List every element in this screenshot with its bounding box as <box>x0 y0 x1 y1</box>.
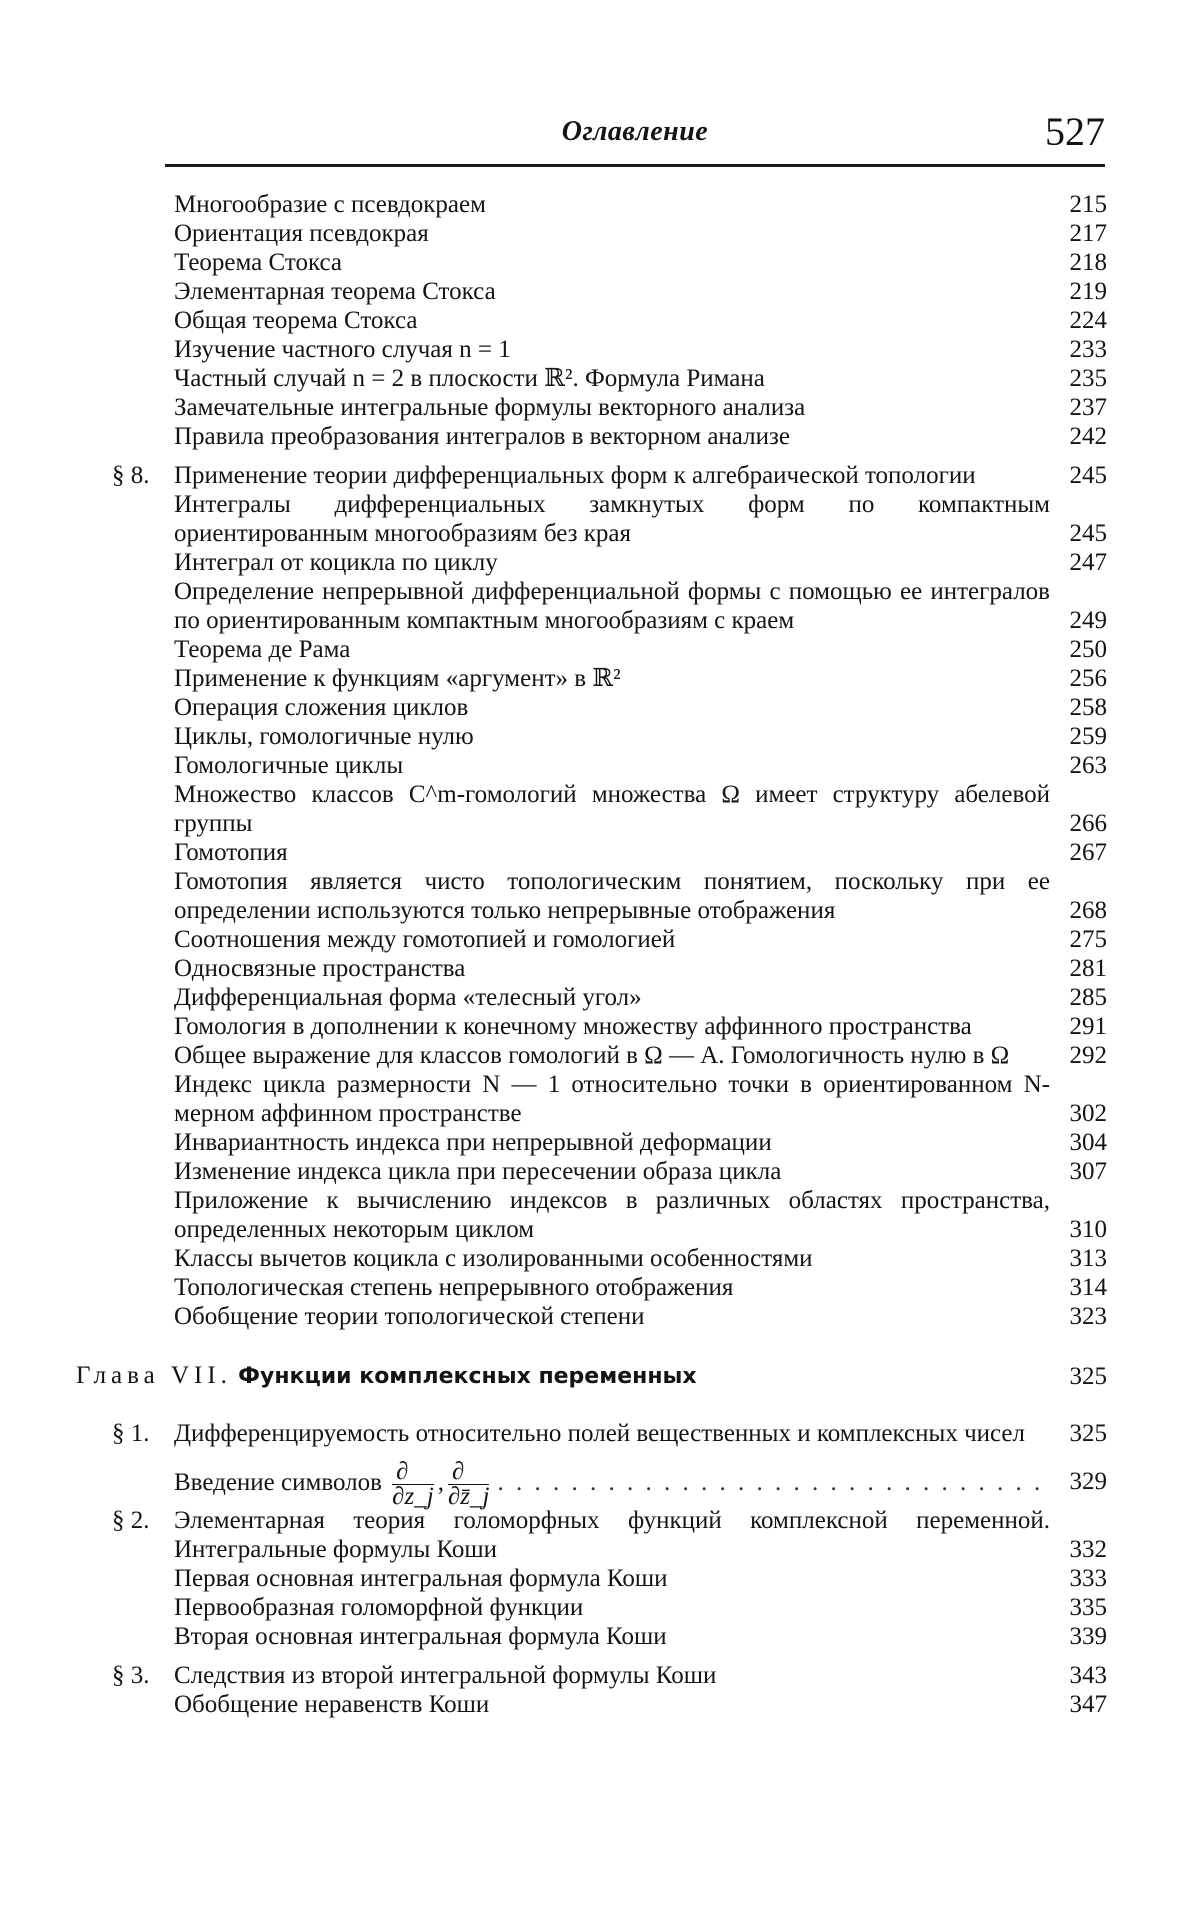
entry-title: Гомотопия <box>174 839 288 866</box>
entry-text <box>174 1448 1050 1509</box>
entry-text <box>174 1506 1050 1564</box>
toc-entry <box>0 1419 1200 1448</box>
toc-entry <box>0 983 1200 1012</box>
entry-title: Приложение к вычислению индексов в различных областях пространства, определенных некоторым циклом <box>174 1187 1050 1243</box>
entry-text <box>174 306 1050 335</box>
entry-title: Общее выражение для классов гомологий в Ω — A. Гомологичность нулю в Ω <box>174 1042 1010 1069</box>
entry-text <box>174 780 1050 838</box>
toc-entry <box>0 393 1200 422</box>
entry-text <box>174 577 1050 635</box>
toc-entry <box>0 1157 1200 1186</box>
entry-text <box>174 1593 1050 1622</box>
page-number: 339 <box>1069 1623 1107 1650</box>
toc-entry <box>0 1506 1200 1564</box>
entry-title: Частный случай n = 2 в плоскости ℝ². Формула Римана <box>174 365 765 392</box>
toc-entry <box>0 422 1200 451</box>
toc-entry <box>0 219 1200 248</box>
entry-title: Теорема де Рама <box>174 636 351 663</box>
chapter-title: Функции комплексных переменных <box>238 1364 697 1389</box>
entry-text <box>174 490 1050 548</box>
entry-text <box>174 1128 1050 1157</box>
entry-title: Правила преобразования интегралов в векторном анализе <box>174 423 790 450</box>
entry-line <box>174 1460 1050 1509</box>
entry-title: Топологическая степень непрерывного отображения <box>174 1274 734 1301</box>
page-number: 281 <box>1069 955 1107 982</box>
page-number: 256 <box>1069 665 1107 692</box>
entry-text <box>174 867 1050 925</box>
toc-entry <box>0 306 1200 335</box>
entry-text <box>174 422 1050 451</box>
toc-entry <box>0 1012 1200 1041</box>
entry-title: Вторая основная интегральная формула Коши <box>174 1623 667 1650</box>
page-number: 258 <box>1069 694 1107 721</box>
entry-title: Многообразие с псевдокраем <box>174 191 486 218</box>
entry-text <box>174 1186 1050 1244</box>
toc-entry <box>0 1593 1200 1622</box>
entry-title: Дифференцируемость относительно полей вещественных и комплексных чисел <box>174 1420 1025 1447</box>
page-number: 343 <box>1069 1662 1107 1689</box>
toc-entry <box>0 780 1200 838</box>
page-number: 224 <box>1069 307 1107 334</box>
entry-title: Первая основная интегральная формула Коши <box>174 1565 668 1592</box>
entry-text <box>174 1622 1050 1651</box>
page-number: 237 <box>1069 394 1107 421</box>
entry-title: Применение к функциям «аргумент» в ℝ² <box>174 665 621 692</box>
entry-title: Интеграл от коцикла по циклу <box>174 549 498 576</box>
header-page-number: 527 <box>1045 109 1105 154</box>
page-number: 304 <box>1069 1129 1107 1156</box>
toc-entry <box>0 925 1200 954</box>
page-number: 263 <box>1069 752 1107 779</box>
toc-entry <box>0 190 1200 219</box>
toc-entry <box>0 1302 1200 1331</box>
toc-entry <box>0 1041 1200 1070</box>
page-number: 323 <box>1069 1303 1107 1330</box>
entry-title: Определение непрерывной дифференциальной формы с помощью ее интегралов по ориентированным компактным многообразиям с краем <box>174 578 1050 634</box>
page-number: 267 <box>1069 839 1107 866</box>
toc-entry <box>0 461 1200 490</box>
entry-text <box>174 393 1050 422</box>
entry-text <box>174 548 1050 577</box>
toc-entry <box>0 838 1200 867</box>
entry-text <box>174 751 1050 780</box>
entry-title: Теорема Стокса <box>174 249 342 276</box>
page-number: 235 <box>1069 365 1107 392</box>
page-number: 247 <box>1069 549 1107 576</box>
entry-title: Циклы, гомологичные нулю <box>174 723 474 750</box>
entry-title: Множество классов C^m-гомологий множества Ω имеет структуру абелевой группы <box>174 781 1050 837</box>
entry-text <box>174 461 1050 490</box>
page-number: 268 <box>1069 897 1107 924</box>
page-number: 233 <box>1069 336 1107 363</box>
page-number: 313 <box>1069 1245 1107 1272</box>
page-number: 217 <box>1069 220 1107 247</box>
entry-text <box>174 635 1050 664</box>
entry-text <box>174 1244 1050 1273</box>
page-number: 219 <box>1069 278 1107 305</box>
page-number: 218 <box>1069 249 1107 276</box>
entry-text <box>174 954 1050 983</box>
entry-title: Гомология в дополнении к конечному множеству аффинного пространства <box>174 1013 972 1040</box>
toc-entry <box>0 1186 1200 1244</box>
section-number: § 1. <box>112 1420 150 1447</box>
entry-title: Обобщение неравенств Коши <box>174 1691 490 1718</box>
section-number: § 8. <box>112 462 150 489</box>
entry-text <box>174 1273 1050 1302</box>
page-number: 329 <box>1069 1468 1107 1495</box>
header-title: Оглавление <box>561 116 709 147</box>
toc-entry <box>0 364 1200 393</box>
entry-text <box>174 219 1050 248</box>
toc-entry <box>0 335 1200 364</box>
toc-entry <box>0 1273 1200 1302</box>
toc-entry <box>0 722 1200 751</box>
toc-entry <box>0 1622 1200 1651</box>
entry-text <box>174 364 1050 393</box>
entry-text <box>174 838 1050 867</box>
entry-text <box>174 693 1050 722</box>
page-number: 291 <box>1069 1013 1107 1040</box>
entry-title: Гомотопия является чисто топологическим понятием, поскольку при ее определении используются только непрерывные отображения <box>174 868 1050 924</box>
page-number: 335 <box>1069 1594 1107 1621</box>
entry-text <box>174 277 1050 306</box>
toc-entry <box>0 1690 1200 1719</box>
toc-entry <box>0 577 1200 635</box>
entry-text <box>174 1157 1050 1186</box>
section-number: § 2. <box>112 1507 150 1534</box>
page-number: 275 <box>1069 926 1107 953</box>
entry-title: Ориентация псевдокрая <box>174 220 429 247</box>
running-header <box>165 108 1105 167</box>
entry-title: Следствия из второй интегральной формулы Коши <box>174 1662 717 1689</box>
entry-title: Инвариантность индекса при непрерывной деформации <box>174 1129 772 1156</box>
fraction-numerator: ∂ <box>392 1460 434 1485</box>
entry-text <box>174 190 1050 219</box>
fraction-numerator: ∂ <box>448 1460 490 1485</box>
toc-entry <box>0 664 1200 693</box>
entry-title: Элементарная теорема Стокса <box>174 278 496 305</box>
entry-text <box>174 722 1050 751</box>
toc-entry <box>0 1128 1200 1157</box>
entry-title: Первообразная голоморфной функции <box>174 1594 584 1621</box>
entry-text <box>174 1690 1050 1719</box>
fraction-denominator: ∂z̄_j <box>447 1483 490 1510</box>
chapter-heading <box>0 1361 1200 1391</box>
toc-entry <box>0 1661 1200 1690</box>
toc-entry <box>0 548 1200 577</box>
toc-entry <box>0 248 1200 277</box>
entry-title: Дифференциальная форма «телесный угол» <box>174 984 642 1011</box>
entry-title: Замечательные интегральные формулы векторного анализа <box>174 394 806 421</box>
entry-title: Операция сложения циклов <box>174 694 469 721</box>
derivative-symbol <box>448 1460 490 1509</box>
page-number: 259 <box>1069 723 1107 750</box>
entry-title: Общая теорема Стокса <box>174 307 418 334</box>
entry-text <box>174 1041 1050 1070</box>
entry-text <box>174 1419 1050 1448</box>
entry-text <box>174 335 1050 364</box>
toc-entry <box>0 751 1200 780</box>
page-number: 310 <box>1069 1216 1107 1243</box>
page-number: 292 <box>1069 1042 1107 1069</box>
page-number: 285 <box>1069 984 1107 1011</box>
derivative-symbol <box>392 1460 434 1509</box>
entry-text <box>174 248 1050 277</box>
page-number: 332 <box>1069 1536 1107 1563</box>
toc-entry <box>0 867 1200 925</box>
page-number: 325 <box>1069 1363 1107 1390</box>
toc-entry <box>0 954 1200 983</box>
entry-title: Обобщение теории топологической степени <box>174 1303 645 1330</box>
page-number: 242 <box>1069 423 1107 450</box>
entry-text <box>174 1564 1050 1593</box>
page-number: 347 <box>1069 1691 1107 1718</box>
page-number: 245 <box>1069 462 1107 489</box>
entry-text <box>174 1070 1050 1128</box>
entry-text <box>174 1302 1050 1331</box>
entry-title: Изменение индекса цикла при пересечении образа цикла <box>174 1158 782 1185</box>
page-number: 314 <box>1069 1274 1107 1301</box>
chapter-text <box>76 1361 1050 1391</box>
toc-entry <box>0 1070 1200 1128</box>
entry-title: Введение символов $\frac{\partial}{\partial z\_j}$ , $\frac{\partial}{\partial z̄\_j}$ <box>174 1458 490 1510</box>
entry-title: Соотношения между гомотопией и гомологией <box>174 926 676 953</box>
entry-title: Гомологичные циклы <box>174 752 404 779</box>
page-number: 249 <box>1069 607 1107 634</box>
page-number: 250 <box>1069 636 1107 663</box>
toc-entry <box>0 490 1200 548</box>
page-number: 325 <box>1069 1420 1107 1447</box>
entry-title: Элементарная теория голоморфных функций комплексной переменной. Интегральные формулы Коши <box>174 1507 1050 1563</box>
toc-entry <box>0 1448 1200 1510</box>
entry-text <box>174 1012 1050 1041</box>
entry-text <box>174 925 1050 954</box>
page-number: 215 <box>1069 191 1107 218</box>
toc-entry <box>0 635 1200 664</box>
page-number: 333 <box>1069 1565 1107 1592</box>
entry-title: Индекс цикла размерности N — 1 относительно точки в ориентированном N-мерном аффинном пространстве <box>174 1071 1050 1127</box>
entry-title: Изучение частного случая n = 1 <box>174 336 511 363</box>
section-number: § 3. <box>112 1662 150 1689</box>
dot-leader <box>497 1468 1046 1497</box>
toc-entry <box>0 693 1200 722</box>
fraction-denominator: ∂z_j <box>392 1483 434 1510</box>
toc-entry <box>0 1244 1200 1273</box>
toc-entry <box>0 277 1200 306</box>
page-number: 307 <box>1069 1158 1107 1185</box>
toc-entry <box>0 1564 1200 1593</box>
entry-text <box>174 983 1050 1012</box>
page-number: 302 <box>1069 1100 1107 1127</box>
entry-title: Классы вычетов коцикла с изолированными особенностями <box>174 1245 813 1272</box>
chapter-label: Глава VII. <box>76 1362 232 1389</box>
entry-title: Применение теории дифференциальных форм к алгебраической топологии <box>174 462 976 489</box>
page-number: 266 <box>1069 810 1107 837</box>
entry-text <box>174 1661 1050 1690</box>
table-of-contents <box>0 190 1200 1719</box>
entry-title: Интегралы дифференциальных замкнутых форм по компактным ориентированным многообразиям без края <box>174 491 1050 547</box>
entry-text <box>174 664 1050 693</box>
entry-title: Односвязные пространства <box>174 955 466 982</box>
page-number: 245 <box>1069 520 1107 547</box>
